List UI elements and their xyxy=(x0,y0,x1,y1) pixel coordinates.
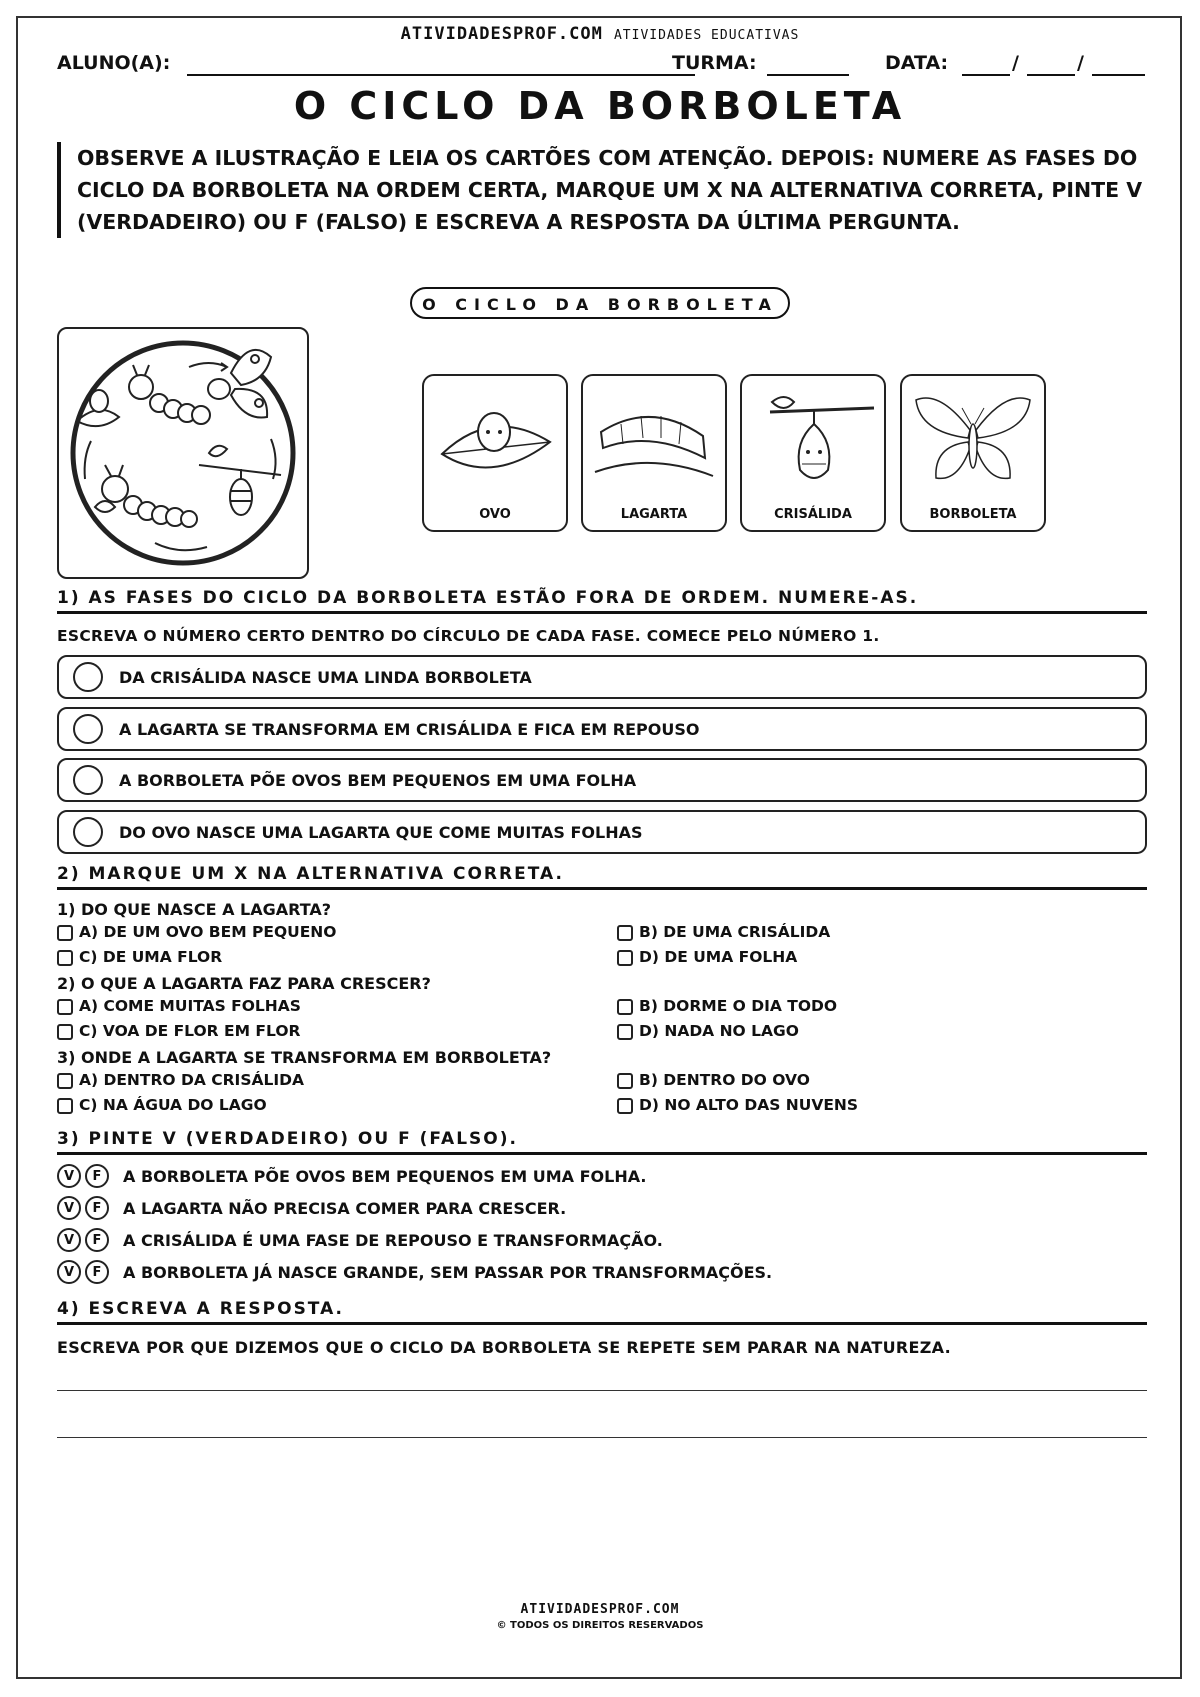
chrysalis-icon xyxy=(750,386,876,496)
date-day-field[interactable] xyxy=(962,74,1010,76)
card-label-butterfly: BORBOLETA xyxy=(929,507,1017,522)
true-false-row xyxy=(57,1260,772,1288)
date-slash-1: / xyxy=(1012,52,1019,74)
order-item xyxy=(57,707,1147,751)
card-label-chrysalis: CRISÁLIDA xyxy=(774,507,852,522)
question-1: 1) DO QUE NASCE A LAGARTA? xyxy=(57,900,332,919)
checkbox[interactable] xyxy=(57,1073,73,1089)
number-circle[interactable] xyxy=(73,662,103,692)
checkbox[interactable] xyxy=(617,950,633,966)
statement-text: A BORBOLETA JÁ NASCE GRANDE, SEM PASSAR POR TRANSFORMAÇÕES. xyxy=(123,1262,773,1282)
site-tagline: ATIVIDADES EDUCATIVAS xyxy=(613,28,800,43)
order-item xyxy=(57,810,1147,854)
checkbox[interactable] xyxy=(57,925,73,941)
chrysalis-icon xyxy=(199,446,281,515)
card-label-caterpillar: LAGARTA xyxy=(620,507,688,522)
cycle-drawing xyxy=(59,329,307,577)
checkbox[interactable] xyxy=(617,925,633,941)
true-circle[interactable]: V xyxy=(57,1196,81,1220)
section-2-title: 2) MARQUE UM X NA ALTERNATIVA CORRETA. xyxy=(57,864,1147,890)
order-item-text: DO OVO NASCE UMA LAGARTA QUE COME MUITAS FOLHAS xyxy=(119,823,643,842)
true-circle[interactable]: V xyxy=(57,1164,81,1188)
statement-text: A CRISÁLIDA É UMA FASE DE REPOUSO E TRANSFORMAÇÃO. xyxy=(123,1230,663,1250)
checkbox[interactable] xyxy=(617,999,633,1015)
option[interactable]: B) DENTRO DO OVO xyxy=(617,1071,810,1091)
option[interactable]: A) DE UM OVO BEM PEQUENO xyxy=(57,923,336,943)
date-label: DATA: xyxy=(885,52,949,74)
caterpillar-icon xyxy=(591,386,717,496)
class-field[interactable] xyxy=(767,74,849,76)
caterpillar-icon xyxy=(129,365,210,424)
question-3: 3) ONDE A LAGARTA SE TRANSFORMA EM BORBOLETA? xyxy=(57,1048,552,1067)
question-2: 2) O QUE A LAGARTA FAZ PARA CRESCER? xyxy=(57,974,431,993)
footer-copyright: © TODOS OS DIREITOS RESERVADOS xyxy=(496,1620,704,1631)
answer-line[interactable] xyxy=(57,1390,1147,1391)
true-circle[interactable]: V xyxy=(57,1260,81,1284)
student-header xyxy=(57,52,1147,78)
date-month-field[interactable] xyxy=(1027,74,1075,76)
page-title: O CICLO DA BORBOLETA xyxy=(293,84,907,128)
card-egg xyxy=(422,374,568,532)
true-false-row xyxy=(57,1228,663,1256)
false-circle[interactable]: F xyxy=(85,1260,109,1284)
card-caterpillar xyxy=(581,374,727,532)
true-circle[interactable]: V xyxy=(57,1228,81,1252)
student-name-field[interactable] xyxy=(187,74,695,76)
site-header xyxy=(0,24,1200,44)
option[interactable]: D) NO ALTO DAS NUVENS xyxy=(617,1096,858,1116)
answer-line[interactable] xyxy=(57,1437,1147,1438)
false-circle[interactable]: F xyxy=(85,1196,109,1220)
date-slash-2: / xyxy=(1077,52,1084,74)
option[interactable]: D) DE UMA FOLHA xyxy=(617,948,797,968)
order-item-text: A LAGARTA SE TRANSFORMA EM CRISÁLIDA E FICA EM REPOUSO xyxy=(119,720,700,739)
option[interactable]: B) DE UMA CRISÁLIDA xyxy=(617,923,830,943)
order-item xyxy=(57,655,1147,699)
option[interactable]: B) DORME O DIA TODO xyxy=(617,997,837,1017)
option[interactable]: D) NADA NO LAGO xyxy=(617,1022,799,1042)
instructions: OBSERVE A ILUSTRAÇÃO E LEIA OS CARTÕES COM ATENÇÃO. DEPOIS: NUMERE AS FASES DO CICLO DA BORBOLETA NA ORDEM CERTA, MARQUE UM X NA ALTERNATIVA CORRETA, PINTE V (VERDADEIRO) OU F (FALSO) E ESCREVA A RESPOSTA DA ÚLTIMA PERGUNTA. xyxy=(57,142,1157,238)
statement-text: A LAGARTA NÃO PRECISA COMER PARA CRESCER. xyxy=(123,1198,567,1218)
checkbox[interactable] xyxy=(57,1098,73,1114)
number-circle[interactable] xyxy=(73,765,103,795)
caterpillar-icon xyxy=(95,465,197,527)
egg-icon xyxy=(432,386,558,496)
order-item-text: A BORBOLETA PÕE OVOS BEM PEQUENOS EM UMA FOLHA xyxy=(119,771,637,790)
option[interactable]: A) COME MUITAS FOLHAS xyxy=(57,997,301,1017)
card-chrysalis xyxy=(740,374,886,532)
illustration-title: O CICLO DA BORBOLETA xyxy=(410,287,790,319)
option[interactable]: A) DENTRO DA CRISÁLIDA xyxy=(57,1071,304,1091)
section-3-title: 3) PINTE V (VERDADEIRO) OU F (FALSO). xyxy=(57,1129,1147,1155)
number-circle[interactable] xyxy=(73,817,103,847)
butterfly-icon xyxy=(910,386,1036,496)
life-cycle-illustration xyxy=(57,327,309,579)
card-label-egg: OVO xyxy=(479,507,511,522)
order-item xyxy=(57,758,1147,802)
statement-text: A BORBOLETA PÕE OVOS BEM PEQUENOS EM UMA FOLHA. xyxy=(123,1166,647,1186)
section-1-subtitle: ESCREVA O NÚMERO CERTO DENTRO DO CÍRCULO DE CADA FASE. COMECE PELO NÚMERO 1. xyxy=(57,627,880,645)
date-year-field[interactable] xyxy=(1092,74,1145,76)
option[interactable]: C) VOA DE FLOR EM FLOR xyxy=(57,1022,300,1042)
true-false-row xyxy=(57,1164,646,1192)
false-circle[interactable]: F xyxy=(85,1228,109,1252)
class-label: TURMA: xyxy=(672,52,757,74)
checkbox[interactable] xyxy=(617,1073,633,1089)
option[interactable]: C) DE UMA FLOR xyxy=(57,948,222,968)
section-4-question: ESCREVA POR QUE DIZEMOS QUE O CICLO DA BORBOLETA SE REPETE SEM PARAR NA NATUREZA. xyxy=(57,1338,952,1357)
section-1-title: 1) AS FASES DO CICLO DA BORBOLETA ESTÃO FORA DE ORDEM. NUMERE-AS. xyxy=(57,588,1147,614)
site-name: ATIVIDADESPROF.COM xyxy=(400,24,603,44)
checkbox[interactable] xyxy=(57,999,73,1015)
checkbox[interactable] xyxy=(57,950,73,966)
card-butterfly xyxy=(900,374,1046,532)
true-false-row xyxy=(57,1196,566,1224)
butterfly-icon xyxy=(208,350,271,418)
student-name-label: ALUNO(A): xyxy=(57,52,171,74)
false-circle[interactable]: F xyxy=(85,1164,109,1188)
footer-site: ATIVIDADESPROF.COM xyxy=(520,1602,680,1617)
number-circle[interactable] xyxy=(73,714,103,744)
checkbox[interactable] xyxy=(617,1024,633,1040)
section-4-title: 4) ESCREVA A RESPOSTA. xyxy=(57,1299,1147,1325)
order-item-text: DA CRISÁLIDA NASCE UMA LINDA BORBOLETA xyxy=(119,668,532,687)
option[interactable]: C) NA ÁGUA DO LAGO xyxy=(57,1096,267,1116)
checkbox[interactable] xyxy=(617,1098,633,1114)
checkbox[interactable] xyxy=(57,1024,73,1040)
